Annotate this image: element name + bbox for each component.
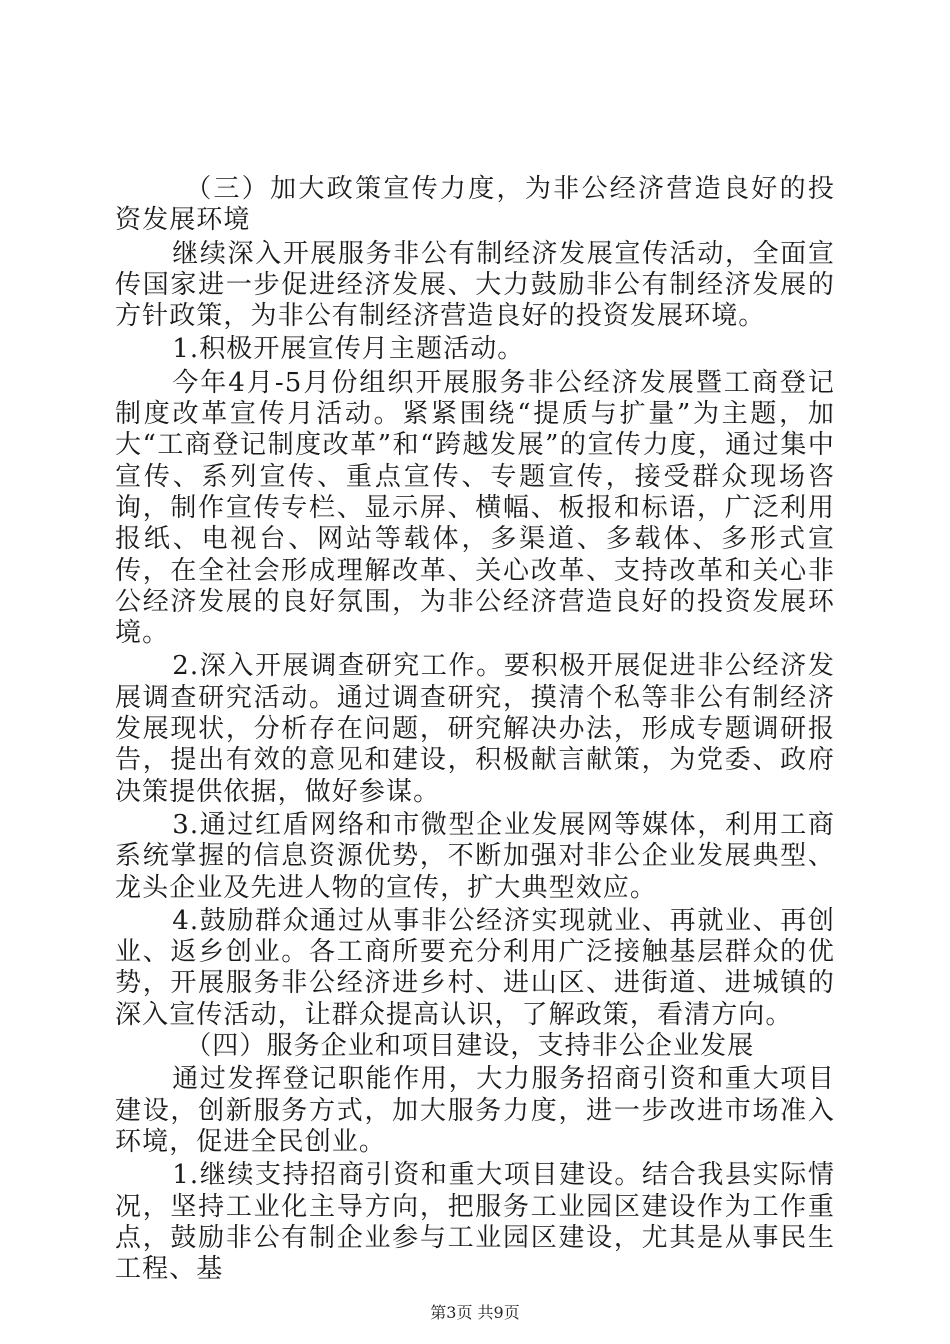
list-item-paragraph: 1.继续支持招商引资和重大项目建设。结合我县实际情况，坚持工业化主导方向，把服务工业园区建设作为工作重点，鼓励非公有制企业参与工业园区建设，尤其是从事民生工程、基: [115, 1160, 835, 1285]
section-heading-3: （三）加大政策宣传力度，为非公经济营造良好的投资发展环境: [115, 174, 835, 236]
list-item-paragraph: 3.通过红盾网络和市微型企业发展网等媒体，利用工商系统掌握的信息资源优势，不断加强对非公企业发展典型、龙头企业及先进人物的宣传，扩大典型效应。: [115, 809, 835, 903]
list-item-heading: 1.积极开展宣传月主题活动。: [172, 334, 525, 365]
document-body: [115, 174, 835, 1285]
body-paragraph: 继续深入开展服务非公有制经济发展宣传活动，全面宣传国家进一步促进经济发展、大力鼓励非公有制经济发展的方针政策，为非公有制经济营造良好的投资发展环境。: [115, 238, 835, 332]
body-paragraph: 今年4月-5月份组织开展服务非公经济发展暨工商登记制度改革宣传月活动。紧紧围绕“提质与扩量”为主题，加大“工商登记制度改革”和“跨越发展”的宣传力度，通过集中宣传、系列宣传、重点宣传、专题宣传，接受群众现场咨询，制作宣传专栏、显示屏、横幅、板报和标语，广泛利用报纸、电视台、网站等载体，多渠道、多载体、多形式宣传，在全社会形成理解改革、关心改革、支持改革和关心非公经济发展的良好氛围，为非公经济营造良好的投资发展环境。: [115, 367, 835, 649]
list-item-paragraph: 4.鼓励群众通过从事非公经济实现就业、再就业、再创业、返乡创业。各工商所要充分利用广泛接触基层群众的优势，开展服务非公经济进乡村、进山区、进街道、进城镇的深入宣传活动，让群众提高认识，了解政策，看清方向。: [115, 905, 835, 1030]
page-footer: 第3页 共9页: [430, 1303, 520, 1322]
body-paragraph: 通过发挥登记职能作用，大力服务招商引资和重大项目建设，创新服务方式，加大服务力度，进一步改进市场准入环境，促进全民创业。: [115, 1064, 835, 1157]
section-heading-4: （四）服务企业和项目建设，支持非公企业发展: [185, 1031, 755, 1062]
list-item-paragraph: 2.深入开展调查研究工作。要积极开展促进非公经济发展调查研究活动。通过调查研究，摸清个私等非公有制经济发展现状，分析存在问题，研究解决办法，形成专题调研报告，提出有效的意见和建设，积极献言献策，为党委、政府决策提供依据，做好参谋。: [115, 651, 835, 807]
